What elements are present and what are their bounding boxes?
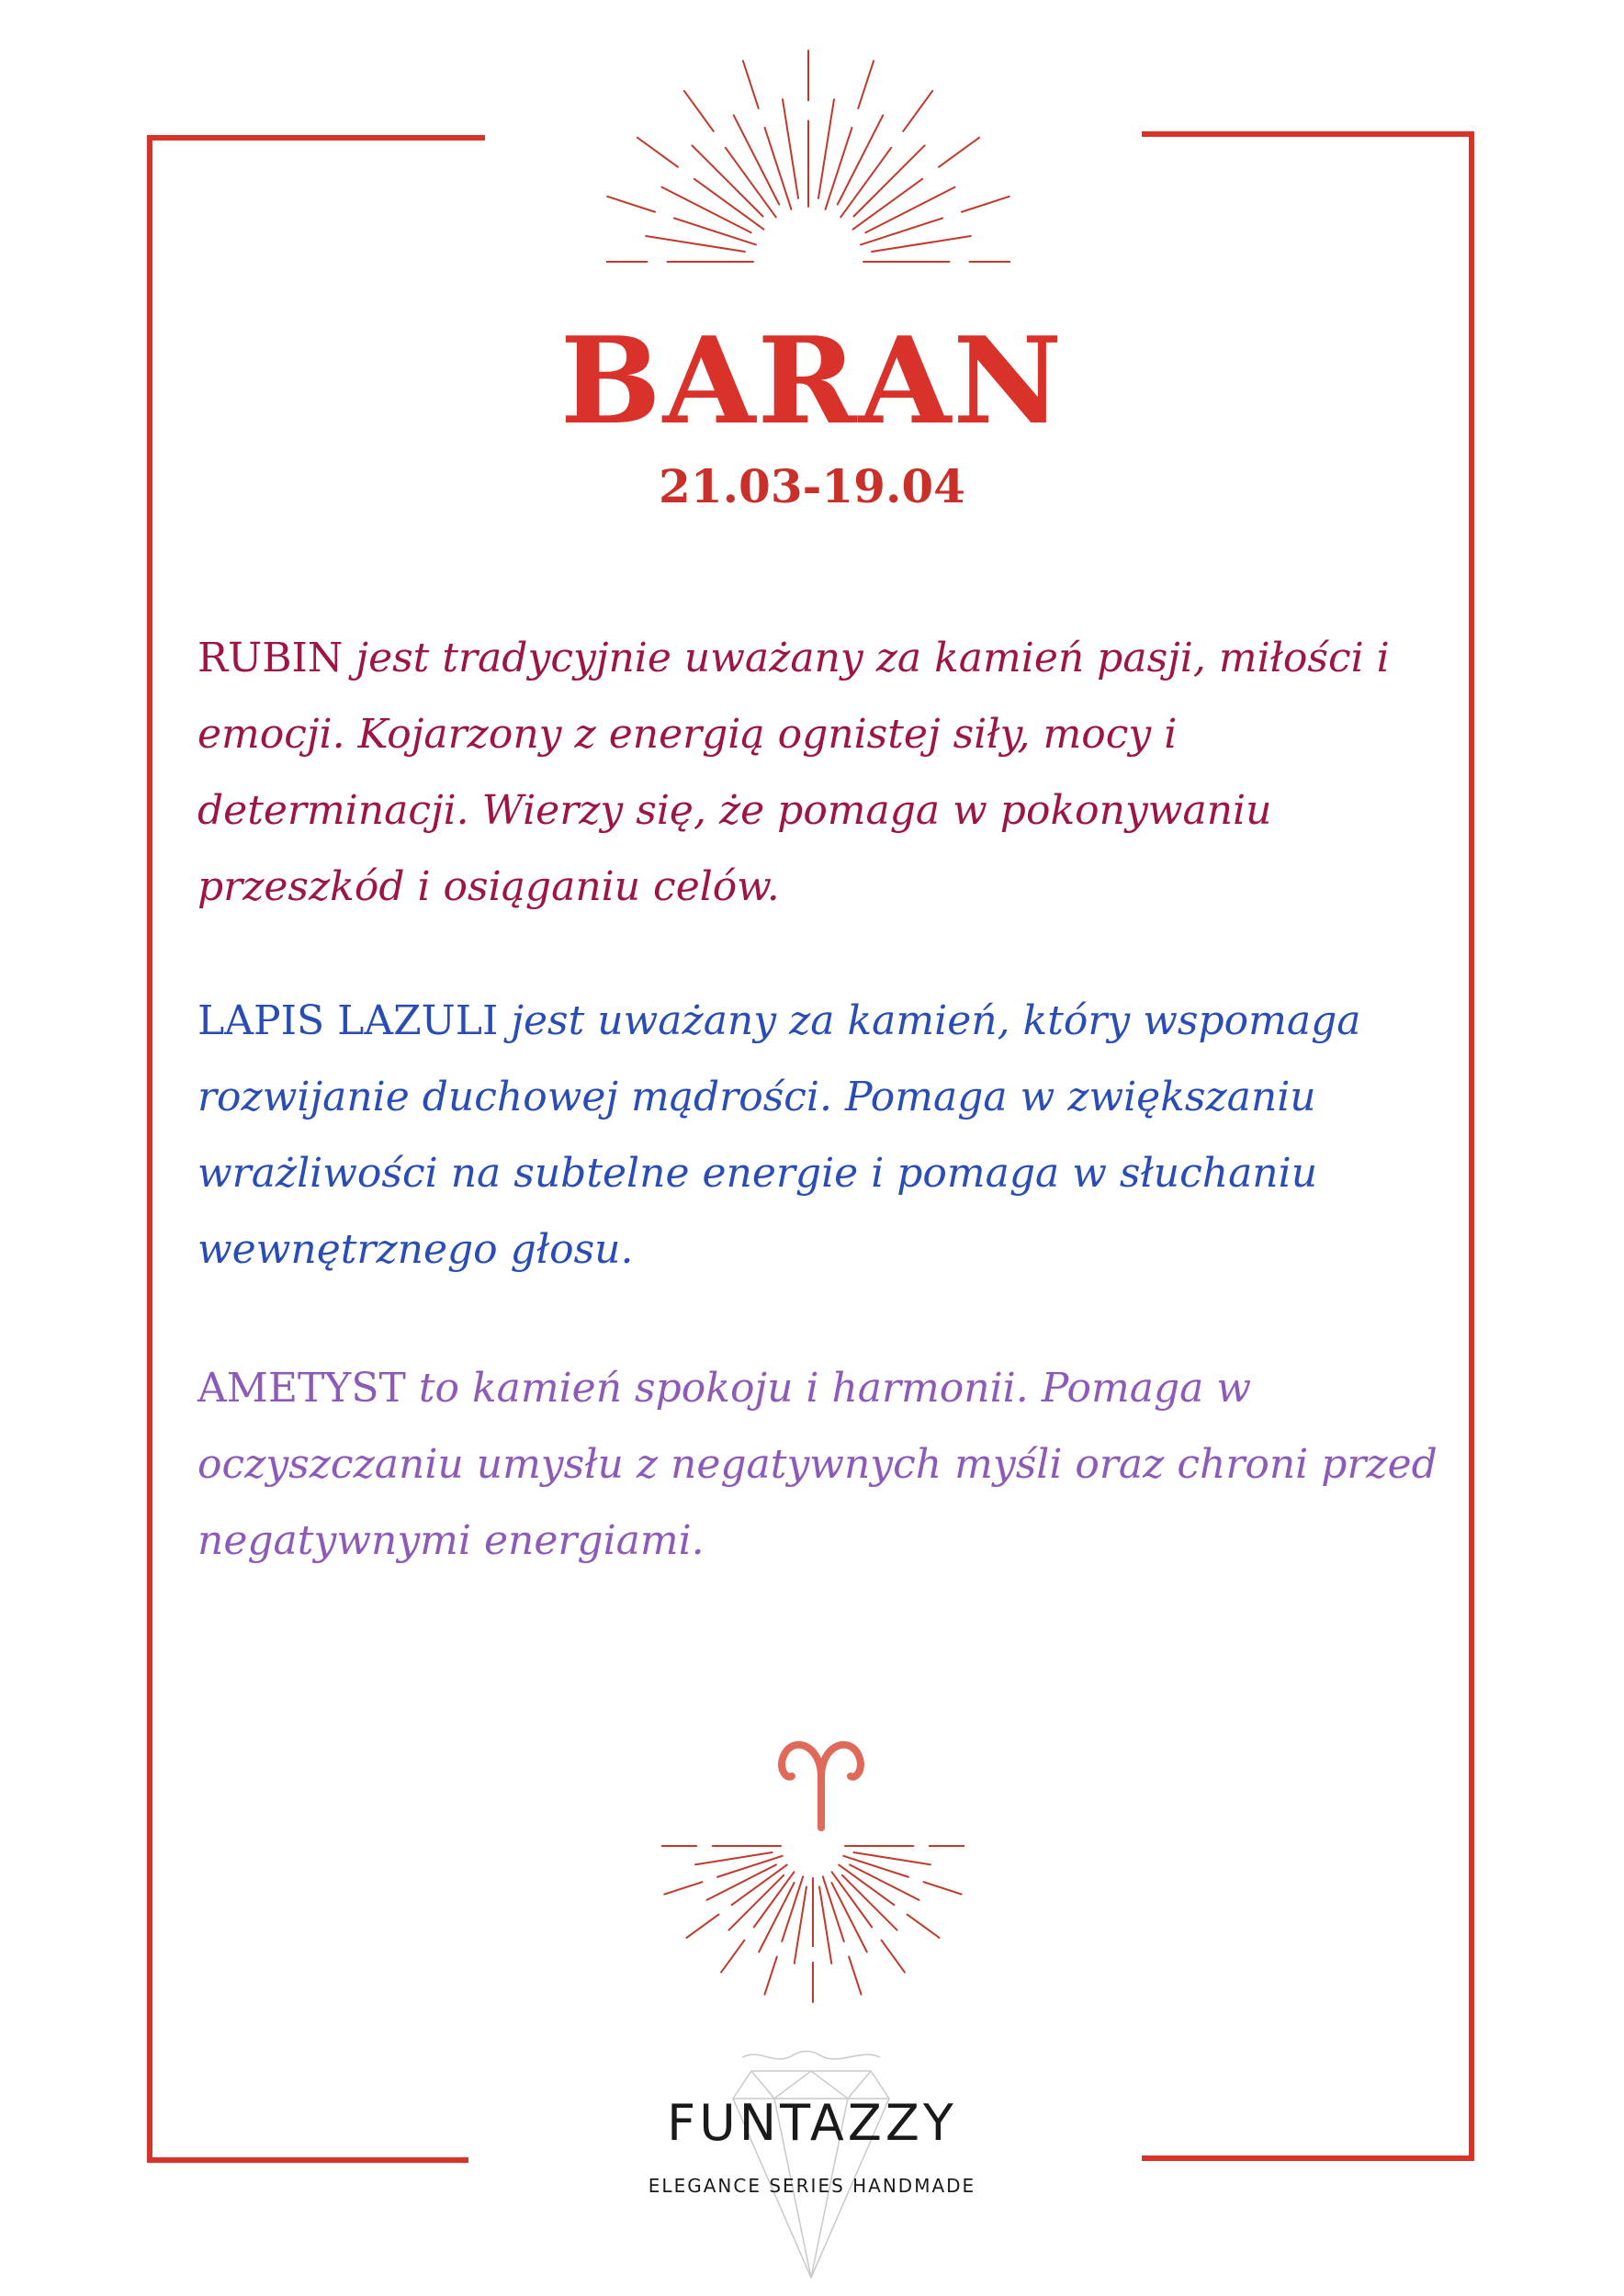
diamond-icon	[724, 2030, 898, 2287]
stone-name: RUBIN	[197, 635, 344, 681]
frame-top-left	[147, 135, 485, 141]
page-title: BARAN	[559, 310, 1065, 451]
stone-paragraph-lapis-lazuli	[197, 983, 1447, 1288]
stone-paragraph-rubin	[197, 620, 1447, 925]
stone-name: AMETYST	[197, 1365, 406, 1412]
stone-description: jest tradycyjnie uważany za kamień pasji, miłości i emocji. Kojarzony z energią ognistej siły, mocy i determinacji. Wierzy się, że pomaga w pokonywaniu przeszkód i osiąganiu celów.	[197, 635, 1390, 910]
brand-name: FUNTAZZY	[667, 2094, 957, 2152]
frame-bottom-right	[1142, 2155, 1474, 2161]
brand-tagline: ELEGANCE SERIES HANDMADE	[648, 2175, 976, 2197]
stone-paragraph-ametyst	[197, 1350, 1447, 1579]
stone-description: jest uważany za kamień, który wspomaga rozwijanie duchowej mądrości. Pomaga w zwiększaniu wrażliwości na subtelne energie i pomaga w słuchaniu wewnętrznego głosu.	[197, 997, 1361, 1273]
stone-description: to kamień spokoju i harmonii. Pomaga w oczyszczaniu umysłu z negatywnych myśli oraz chroni przed negatywnymi energiami.	[197, 1365, 1438, 1564]
sunburst-icon	[661, 1795, 964, 2025]
frame-top-right	[1142, 131, 1474, 137]
stone-name: LAPIS LAZULI	[197, 997, 499, 1044]
date-range: 21.03-19.04	[659, 459, 965, 513]
sunburst-icon	[606, 46, 1010, 276]
frame-bottom-left	[147, 2157, 468, 2163]
